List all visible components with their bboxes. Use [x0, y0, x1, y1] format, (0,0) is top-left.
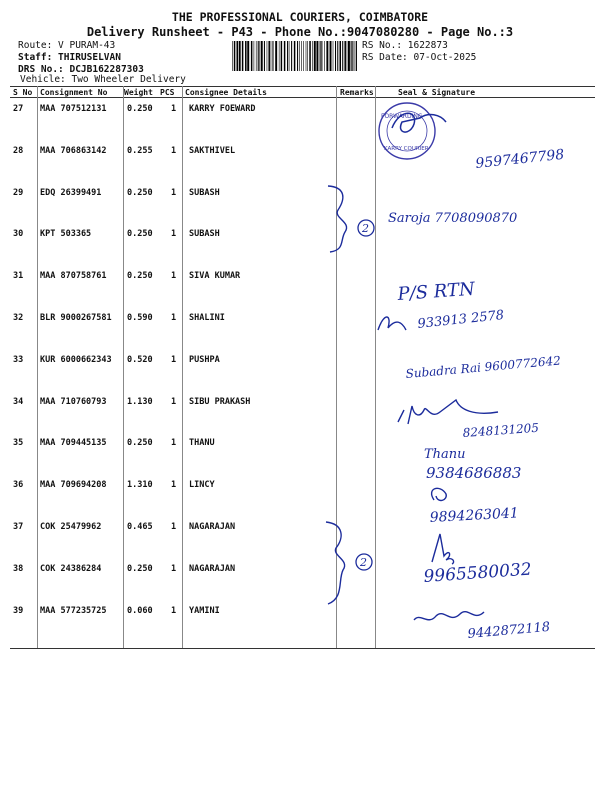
barcode-bar: [333, 41, 334, 71]
barcode-bar: [351, 41, 352, 71]
barcode-bar: [284, 41, 286, 71]
group-count: 2: [360, 556, 367, 569]
table-row: [10, 104, 595, 146]
handwritten-note: P/S RTN: [396, 278, 476, 305]
row-consignment-number: COK 24386284: [40, 563, 102, 574]
row-serial-number: 35: [13, 438, 24, 449]
barcode-bar: [352, 41, 353, 71]
row-pieces: 1: [171, 605, 177, 616]
barcode-bar: [254, 41, 255, 71]
row-pieces: 1: [171, 271, 177, 282]
row-pieces: 1: [171, 187, 177, 198]
table-row: [10, 229, 595, 271]
row-weight: 0.060: [127, 605, 153, 616]
barcode-bar: [348, 41, 350, 71]
barcode-bar: [356, 41, 357, 71]
row-pieces: 1: [171, 522, 177, 532]
barcode-bar: [237, 41, 239, 71]
stamp-text-bottom: KARRY COURIER: [384, 146, 429, 152]
row-weight: 1.310: [127, 480, 153, 491]
table-row: [10, 313, 595, 355]
row-pieces: 1: [171, 438, 177, 449]
row-consignment-number: MAA 870758761: [40, 271, 107, 282]
row-serial-number: 37: [13, 522, 24, 532]
row-consignee-name: SUBASH: [189, 187, 220, 198]
barcode-bar: [275, 41, 277, 71]
runsheet-subtitle: Delivery Runsheet - P43 - Phone No.:9047080280 - Page No.:3: [86, 25, 514, 39]
column-header-consignee: Consignee Details: [185, 88, 267, 97]
row-serial-number: 30: [13, 229, 24, 240]
table-row: [10, 355, 595, 397]
barcode-bar: [355, 41, 356, 71]
barcode-bar: [321, 41, 322, 71]
table-row: [10, 146, 595, 188]
barcode-bar: [299, 41, 300, 71]
barcode-bar: [340, 41, 342, 71]
row-weight: 0.250: [127, 271, 153, 282]
rs-date: RS Date: 07-Oct-2025: [362, 52, 477, 63]
table-top-rule: [10, 86, 595, 87]
barcode-bar: [342, 41, 343, 71]
column-header-sno: S No: [13, 88, 33, 97]
handwritten-phone: 933913 2578: [416, 307, 505, 332]
row-weight: 0.250: [127, 229, 153, 240]
table-row: [10, 522, 595, 564]
row-weight: 0.590: [127, 313, 153, 323]
row-weight: 0.465: [127, 522, 153, 532]
column-header-pcs: PCS: [160, 88, 175, 97]
drs-number: DRS No.: DCJB162287303: [18, 64, 144, 75]
barcode-bar: [306, 41, 307, 71]
row-serial-number: 38: [13, 563, 24, 574]
table-row: [10, 480, 595, 522]
barcode-bar: [330, 41, 332, 71]
barcode-bar: [258, 41, 259, 71]
row-serial-number: 27: [13, 104, 24, 114]
row-serial-number: 31: [13, 271, 24, 282]
row-consignee-name: SIBU PRAKASH: [189, 396, 251, 407]
row-pieces: 1: [171, 229, 177, 240]
row-pieces: 1: [171, 563, 177, 574]
barcode-bar: [267, 41, 268, 71]
row-consignee-name: SHALINI: [189, 313, 225, 323]
row-consignee-name: NAGARAJAN: [189, 522, 236, 532]
row-consignee-name: SIVA KUMAR: [189, 271, 241, 282]
barcode-bar: [309, 41, 311, 71]
row-serial-number: 33: [13, 354, 24, 365]
row-pieces: 1: [171, 313, 177, 323]
barcode: [232, 41, 358, 71]
barcode-bar: [320, 41, 321, 71]
handwritten-phone: 9894263041: [429, 505, 520, 526]
row-consignee-name: PUSHPA: [189, 354, 220, 365]
column-header-remarks: Remarks: [340, 88, 374, 97]
row-serial-number: 36: [13, 480, 24, 491]
barcode-bar: [268, 41, 270, 71]
table-header-rule: [10, 97, 595, 98]
barcode-bar: [256, 41, 257, 71]
row-consignee-name: YAMINI: [189, 605, 220, 616]
handwritten-phone: 9384686883: [426, 464, 522, 482]
vehicle-label: Vehicle: Two Wheeler Delivery: [20, 74, 186, 85]
barcode-bar: [316, 41, 318, 71]
barcode-bar: [232, 41, 233, 71]
row-consignment-number: BLR 9000267581: [40, 313, 112, 323]
row-serial-number: 29: [13, 187, 24, 198]
handwritten-note: Saroja 7708090870: [388, 211, 518, 226]
barcode-bar: [261, 41, 263, 71]
handwritten-phone: 8248131205: [462, 420, 540, 440]
column-header-consignment: Consignment No: [40, 88, 108, 97]
barcode-bar: [291, 41, 292, 71]
handwritten-phone: 9597467798: [474, 146, 566, 172]
row-pieces: 1: [171, 480, 177, 491]
column-header-seal-signature: Seal & Signature: [398, 88, 476, 97]
column-header-weight: Weight: [124, 88, 153, 97]
row-weight: 1.130: [127, 396, 153, 407]
row-consignment-number: MAA 707512131: [40, 104, 107, 114]
barcode-bar: [344, 41, 346, 71]
barcode-bar: [337, 41, 338, 71]
row-weight: 0.255: [127, 145, 153, 156]
table-bottom-rule: [10, 648, 595, 649]
row-consignee-name: SUBASH: [189, 229, 220, 240]
handwritten-note: Subadra Rai 9600772642: [405, 353, 562, 381]
barcode-bar: [234, 41, 236, 71]
row-serial-number: 34: [13, 396, 24, 407]
row-weight: 0.250: [127, 104, 153, 114]
barcode-bar: [259, 41, 260, 71]
row-consignee-name: LINCY: [189, 480, 215, 491]
group-count: 2: [362, 222, 369, 235]
row-pieces: 1: [171, 354, 177, 365]
barcode-bar: [314, 41, 316, 71]
row-serial-number: 32: [13, 313, 24, 323]
row-consignment-number: EDQ 26399491: [40, 187, 102, 198]
barcode-bar: [289, 41, 290, 71]
barcode-bar: [287, 41, 288, 71]
barcode-bar: [326, 41, 328, 71]
table-row: [10, 271, 595, 313]
rs-number: RS No.: 1622873: [362, 40, 448, 51]
row-consignment-number: KUR 6000662343: [40, 354, 112, 365]
table-row: [10, 564, 595, 606]
row-consignee-name: THANU: [189, 438, 215, 449]
row-consignment-number: COK 25479962: [40, 522, 102, 532]
handwritten-name: Thanu: [424, 447, 466, 462]
barcode-bar: [303, 41, 304, 71]
barcode-bar: [297, 41, 298, 71]
handwritten-phone: 9442872118: [467, 619, 551, 642]
barcode-bar: [335, 41, 336, 71]
row-consignee-name: KARRY FOEWARD: [189, 104, 256, 114]
barcode-bar: [307, 41, 308, 71]
table-row: [10, 188, 595, 230]
row-consignment-number: MAA 709694208: [40, 480, 107, 491]
staff-label: Staff: THIRUSELVAN: [18, 52, 121, 63]
barcode-bar: [279, 41, 280, 71]
row-consignee-name: NAGARAJAN: [189, 563, 236, 574]
table-row: [10, 397, 595, 439]
row-consignee-name: SAKTHIVEL: [189, 145, 236, 156]
route-label: Route: V PURAM-43: [18, 40, 116, 51]
row-weight: 0.520: [127, 354, 153, 365]
row-consignment-number: MAA 710760793: [40, 396, 107, 407]
stamp-text-top: FORWARDING: [381, 113, 423, 120]
barcode-bar: [312, 41, 313, 71]
barcode-bar: [242, 41, 244, 71]
row-consignment-number: MAA 577235725: [40, 605, 107, 616]
handwritten-phone: 9965580032: [422, 559, 533, 587]
barcode-bar: [251, 41, 253, 71]
row-serial-number: 28: [13, 145, 24, 156]
barcode-bar: [347, 41, 348, 71]
barcode-bar: [272, 41, 273, 71]
table-row: [10, 606, 595, 648]
row-weight: 0.250: [127, 187, 153, 198]
barcode-bar: [239, 41, 241, 71]
barcode-bar: [324, 41, 325, 71]
row-consignment-number: MAA 706863142: [40, 145, 107, 156]
row-pieces: 1: [171, 396, 177, 407]
row-weight: 0.250: [127, 438, 153, 449]
table-row: [10, 438, 595, 480]
barcode-bar: [294, 41, 296, 71]
barcode-bar: [247, 41, 249, 71]
row-consignment-number: MAA 709445135: [40, 438, 107, 449]
barcode-bar: [301, 41, 302, 71]
company-title: THE PROFESSIONAL COURIERS, COIMBATORE: [171, 10, 429, 24]
row-pieces: 1: [171, 145, 177, 156]
row-pieces: 1: [171, 104, 177, 114]
row-consignment-number: KPT 503365: [40, 229, 92, 240]
row-weight: 0.250: [127, 563, 153, 574]
barcode-bar: [264, 41, 265, 71]
barcode-bar: [271, 41, 272, 71]
barcode-bar: [245, 41, 247, 71]
row-serial-number: 39: [13, 605, 24, 616]
barcode-bar: [281, 41, 283, 71]
